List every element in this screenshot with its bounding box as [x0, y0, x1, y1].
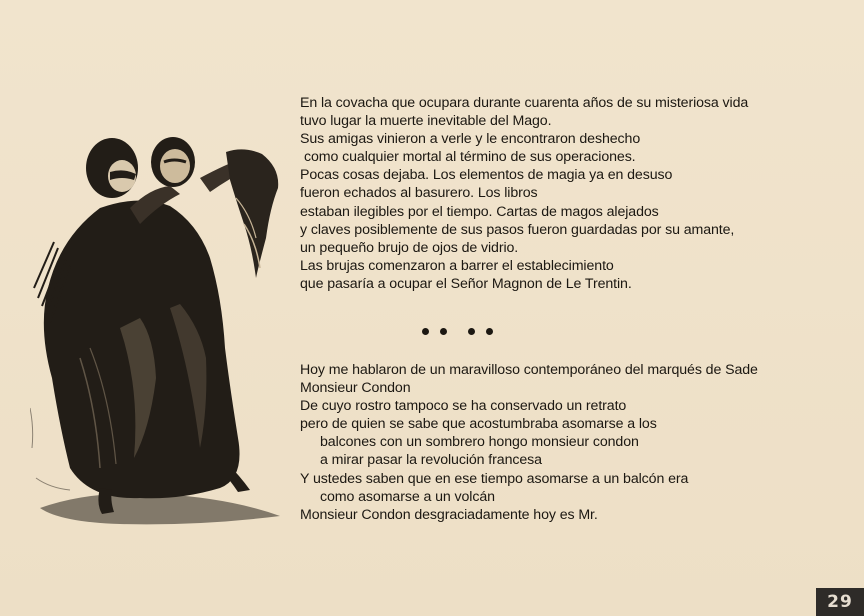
poem-block-1	[300, 94, 840, 293]
text-line: fueron echados al basurero. Los libros	[300, 185, 538, 202]
text-line: Monsieur Condon	[300, 380, 411, 397]
text-line: estaban ilegibles por el tiempo. Cartas de magos alejados	[300, 203, 659, 220]
engraving-illustration	[30, 128, 285, 526]
text-line: tuvo lugar la muerte inevitable del Mago.	[300, 113, 552, 130]
text-line: Monsieur Condon desgraciadamente hoy es Mr.	[300, 506, 598, 523]
four-dots-ornament-icon	[418, 322, 508, 340]
text-line: a mirar pasar la revolución francesa	[320, 452, 542, 469]
text-line: como cualquier mortal al término de sus operaciones.	[304, 149, 636, 166]
text-line: Pocas cosas dejaba. Los elementos de magia ya en desuso	[300, 167, 673, 184]
poem-block-2	[300, 361, 840, 524]
text-line: pero de quien se sabe que acostumbraba asomarse a los	[300, 416, 657, 433]
text-line: Hoy me hablaron de un maravilloso contemporáneo del marqués de Sade	[300, 362, 758, 378]
text-line: Y ustedes saben que en ese tiempo asomarse a un balcón era	[300, 470, 689, 487]
text-line: un pequeño brujo de ojos de vidrio.	[300, 239, 519, 256]
text-line: Sus amigas vinieron a verle y le encontraron deshecho	[300, 131, 641, 148]
page-number: 29	[816, 588, 864, 616]
text-line: como asomarse a un volcán	[320, 488, 495, 505]
text-line: Las brujas comenzaron a barrer el establecimiento	[300, 257, 614, 274]
text-line: En la covacha que ocupara durante cuarenta años de su misteriosa vida	[300, 95, 749, 111]
text-line: y claves posiblemente de sus pasos fueron guardadas por su amante,	[300, 221, 735, 238]
text-line: que pasaría a ocupar el Señor Magnon de Le Trentin.	[300, 275, 632, 292]
text-line: De cuyo rostro tampoco se ha conservado un retrato	[300, 398, 627, 415]
text-line: balcones con un sombrero hongo monsieur condon	[320, 434, 639, 451]
